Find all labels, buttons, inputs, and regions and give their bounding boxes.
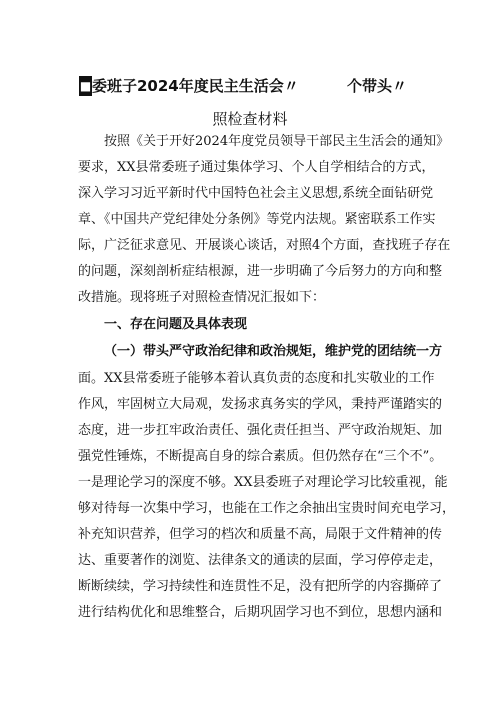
paragraph-line: 的问题，深刻剖析症结根源，进一步明确了今后努力的方向和整: [78, 264, 443, 279]
paragraph-line: 改措施。现将班子对照检查情况汇报如下：: [78, 290, 326, 305]
paragraph-line: 按照《关于开好2024年度党员领导干部民主生活会的通知》: [104, 134, 450, 149]
subsection-heading: （一）带头严守政治纪律和政治规矩，维护党的团结统一方: [104, 344, 443, 359]
paragraph-line: 进行结构优化和思维整合，后期巩固学习也不到位，思想内涵和: [78, 605, 443, 620]
title-text-right: 个带头〃: [347, 77, 408, 95]
paragraph-line: 面。XX县常委班子能够本着认真负责的态度和扎实敬业的工作: [78, 371, 435, 386]
paragraph-line: 一是理论学习的深度不够。XX县委班子对理论学习比较重视，能: [78, 475, 448, 490]
section-heading: 一、存在问题及具体表现: [104, 317, 248, 332]
paragraph-line: 态度，进一步扛牢政治责任、强化责任担当、严守政治规矩、加: [78, 423, 443, 438]
document-title: [79, 76, 419, 98]
paragraph-line: 深入学习习近平新时代中国特色社会主义思想,系统全面钻研党: [78, 186, 434, 201]
paragraph-line: 要求，XX县常委班子通过集体学习、个人自学相结合的方式，: [78, 160, 435, 175]
paragraph-line: 际，广泛征求意见、开展谈心谈话，对照4个方面，查找班子存在: [78, 238, 451, 253]
paragraph-line: 补充知识营养，但学习的档次和质量不高，局限于文件精神的传: [78, 527, 443, 542]
paragraph-line: 断断续续，学习持续性和连贯性不足，没有把所学的内容撕碎了: [78, 579, 443, 594]
paragraph-line: 够对待每一次集中学习，也能在工作之余抽出宝贵时间充电学习，: [78, 501, 456, 516]
document-subtitle: 照检查材料: [212, 110, 288, 128]
paragraph-line: 达、重要著作的浏览、法律条文的通读的层面，学习停停走走，: [78, 553, 443, 568]
title-text-left: 委班子2024年度民主生活会〃: [92, 77, 299, 95]
paragraph-line: 作风，牢固树立大局观，发扬求真务实的学风，秉持严谨踏实的: [78, 397, 443, 412]
paragraph-line: 强党性锤炼，不断提高自身的综合素质。但仍然存在“三个不”。: [78, 449, 443, 464]
paragraph-line: 章、《中国共产党纪律处分条例》等党内法规。紧密联系工作实: [78, 212, 436, 227]
title-redaction-mark: ■: [79, 76, 92, 96]
